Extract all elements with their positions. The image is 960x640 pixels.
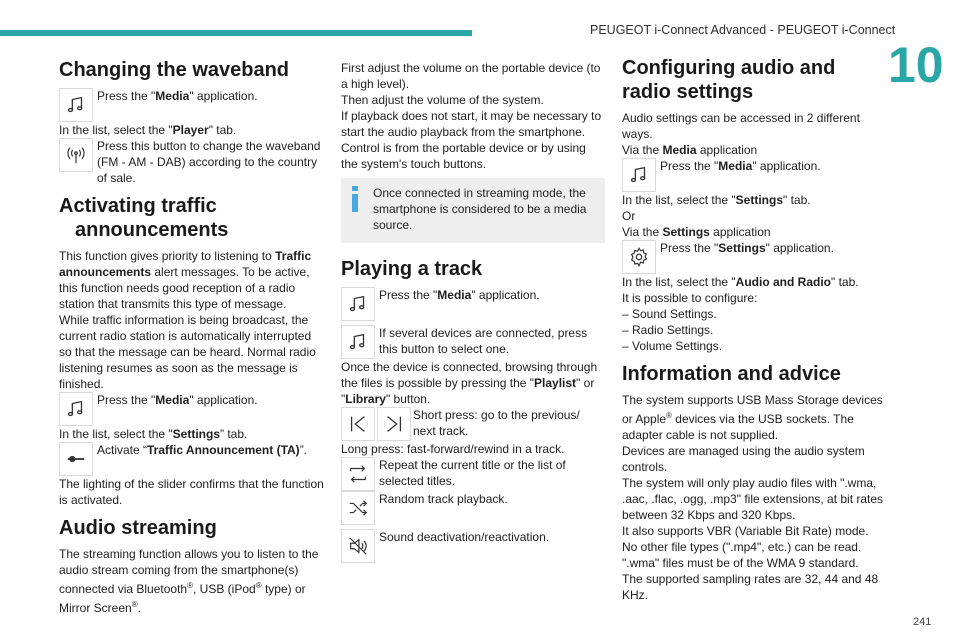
mute-instruction: Sound deactivation/reactivation. [341,529,605,563]
shuffle-icon [341,491,375,525]
header-accent-bar [0,30,472,36]
list-item: – Volume Settings. [622,339,723,353]
heading-changing-waveband: Changing the waveband [59,59,290,81]
info-note: Once connected in streaming mode, the smartphone is considered to be a media source. [341,178,605,243]
media-instruction: Press the "Media" application. [59,88,324,122]
next-track-icon [377,407,411,441]
heading-audio-streaming: Audio streaming [59,517,217,539]
media-instruction: Press the "Media" application. [59,392,324,426]
heading-configuring-audio: Configuring audio and radio settings [622,57,836,103]
media-instruction: Press the "Media" application. [341,287,605,321]
heading-playing-track: Playing a track [341,258,483,280]
music-note-icon [59,88,93,122]
mute-speaker-icon [341,529,375,563]
settings-instruction: Press the "Settings" application. [622,240,887,274]
list-item: – Radio Settings. [622,323,714,337]
select-device-instruction: If several devices are connected, press this button to select one. [341,325,605,359]
media-instruction: Press the "Media" application. [622,158,887,192]
column-1: Changing the waveband Press the "Media" application. In the list, select the "Player" tab. Press this button to change the waveband (FM - AM - DAB) according to the country of sale. Activating traffic announcements This function gives priority to listening to Traffic announcements alert messages. To be active, this function needs good reception of a radio station that transmits this type of message. While traffic information is being broadcast, the current radio station is automatically interrupted so that the message can be heard. Normal radio listening resumes as soon as the message is finished. Press the "Media" application. In the list, select the "Settings” tab. Activate “Traffic Announcement (TA)”. The lighting of the slider confirms that the function is activated. Audio streaming The streaming function allows you to listen to the audio stream coming from the smartphone(s) connected via Bluetooth®, USB (iPod® type) or Mirror Screen®. [59,59,324,615]
music-note-icon [341,287,375,321]
random-instruction: Random track playback. [341,491,605,525]
music-note-icon [622,158,656,192]
header-title: PEUGEOT i-Connect Advanced - PEUGEOT i-Connect [590,23,896,37]
radio-wave-icon [59,138,93,172]
column-2: First adjust the volume on the portable device (to a high level). Then adjust the volume of the system. If playback does not start, it may be necessary to start the audio playback from the smartphone. Control is from the portable device or by using the system's touch buttons. Once connected in streaming mode, the smartphone is considered to be a media source. Playing a track Press the "Media" application. If several devices are connected, press this button to select one. Once the device is connected, browsing through the files is possible by pressing the "Playlist" or "Library" button. Short press: go to the previous/ next track. Long press: fast-forward/rewind in a track. Repeat the current title or the list of selected titles. Random track playback. Sound deactivation/reactivation. [341,60,605,563]
heading-information-advice: Information and advice [622,363,841,385]
track-skip-instruction: Short press: go to the previous/ next track. [341,407,605,441]
page-number: 241 [913,616,932,628]
waveband-instruction: Press this button to change the waveband (FM - AM - DAB) according to the country of sale. [59,138,324,186]
chapter-number: 10 [888,37,944,93]
music-note-icon [59,392,93,426]
heading-traffic: Activating traffic announcements [59,195,229,241]
repeat-instruction: Repeat the current title or the list of selected titles. [341,457,605,491]
info-icon [351,186,359,212]
gear-icon [622,240,656,274]
activate-instruction: Activate “Traffic Announcement (TA)”. [59,442,324,476]
column-3: Configuring audio and radio settings Audio settings can be accessed in 2 different ways. Via the Media application Press the "Media" application. In the list, select the "Settings" tab. Or Via the Settings application Press the "Settings" application. In the list, select the "Audio and Radio" tab. It is possible to configure: – Sound Settings. – Radio Settings. – Volume Settings. Information and advice The system supports USB Mass Storage devices or Apple® devices via the USB sockets. The adapter cable is not supplied. Devices are managed using the audio system controls. The system will only play audio files with ".wma, .aac, .flac, .ogg, .mp3" file extensions, at bit rates between 32 Kbps and 320 Kbps. It also supports VBR (Variable Bit Rate) mode. No other file types (".mp4", etc.) can be read. ".wma" files must be of the WMA 9 standard. The supported sampling rates are 32, 44 and 48 KHz. [622,56,887,603]
slider-toggle-icon [59,442,93,476]
music-note-icon [341,325,375,359]
previous-track-icon [341,407,375,441]
repeat-icon [341,457,375,491]
list-item: – Sound Settings. [622,307,717,321]
